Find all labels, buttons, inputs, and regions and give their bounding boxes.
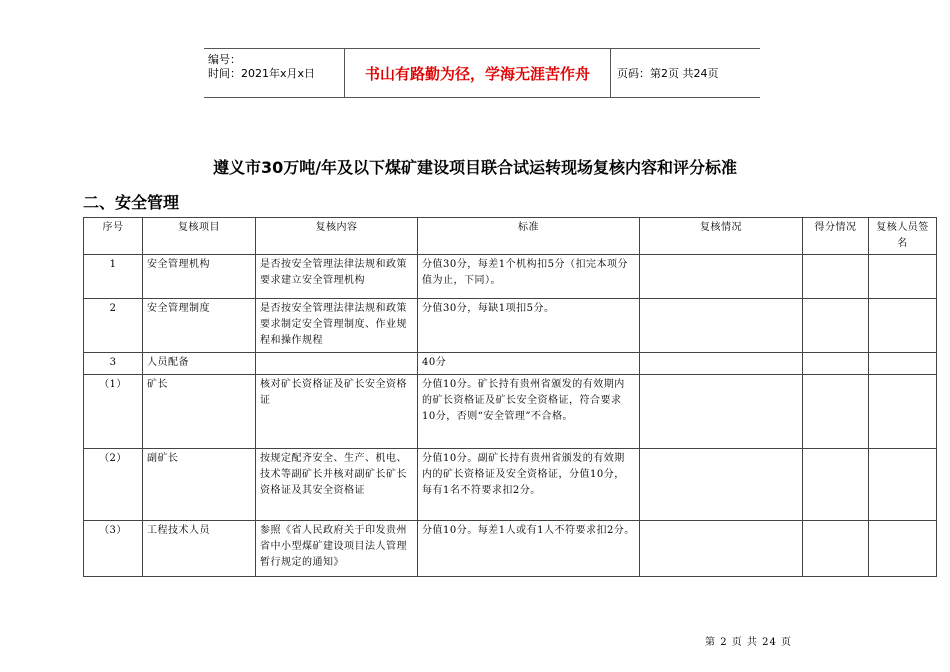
header-cell: 复核人员签名 (869, 218, 937, 255)
review-status-cell (640, 353, 803, 375)
table-header-row (84, 218, 937, 255)
review-status-cell (640, 255, 803, 299)
row-standard: 40分 (418, 353, 640, 375)
header-page-label: 页码：第2页 共24页 (617, 67, 719, 80)
section-heading: 二、安全管理 (83, 193, 180, 212)
row-content: 核对矿长资格证及矿长安全资格证 (256, 375, 418, 449)
signature-cell (869, 521, 937, 577)
row-standard: 分值30分，每差1个机构扣5分（扣完本项分值为止，下同）。 (418, 255, 640, 299)
review-status-cell (640, 299, 803, 353)
row-number: （1） (84, 375, 143, 449)
table-row (84, 449, 937, 521)
time-label: 时间：2021年x月x日 (208, 67, 316, 80)
signature-cell (869, 449, 937, 521)
review-status-cell (640, 449, 803, 521)
row-item: 矿长 (143, 375, 256, 449)
page-footer: 第 2 页 共 24 页 (705, 637, 792, 648)
header-meta (204, 49, 345, 97)
signature-cell (869, 255, 937, 299)
table-row (84, 255, 937, 299)
row-content: 是否按安全管理法律法规和政策要求建立安全管理机构 (256, 255, 418, 299)
header-motto: 书山有路勤为径，学海无涯苦作舟 (345, 49, 611, 97)
row-item: 副矿长 (143, 449, 256, 521)
row-item: 安全管理机构 (143, 255, 256, 299)
row-item: 人员配备 (143, 353, 256, 375)
score-cell (803, 299, 869, 353)
document-title: 遵义市30万吨/年及以下煤矿建设项目联合试运转现场复核内容和评分标准 (212, 158, 738, 177)
review-status-cell (640, 521, 803, 577)
row-number: 3 (84, 353, 143, 375)
score-cell (803, 521, 869, 577)
row-standard: 分值10分。矿长持有贵州省颁发的有效期内的矿长资格证及矿长安全资格证，符合要求10分，否则“安全管理”不合格。 (418, 375, 640, 449)
header-cell: 标准 (418, 218, 640, 255)
signature-cell (869, 299, 937, 353)
table-row (84, 521, 937, 577)
row-content: 是否按安全管理法律法规和政策要求制定安全管理制度、作业规程和操作规程 (256, 299, 418, 353)
row-standard: 分值10分。副矿长持有贵州省颁发的有效期内的矿长资格证及安全资格证，分值10分，每有1名不符要求扣2分。 (418, 449, 640, 521)
row-number: 1 (84, 255, 143, 299)
table-row (84, 375, 937, 449)
row-item: 工程技术人员 (143, 521, 256, 577)
signature-cell (869, 375, 937, 449)
row-content: 参照《省人民政府关于印发贵州省中小型煤矿建设项目法人管理暂行规定的通知》 (256, 521, 418, 577)
row-content (256, 353, 418, 375)
score-cell (803, 449, 869, 521)
row-number: 2 (84, 299, 143, 353)
header-cell: 复核情况 (640, 218, 803, 255)
header-cell: 复核内容 (256, 218, 418, 255)
score-cell (803, 255, 869, 299)
row-content: 按规定配齐安全、生产、机电、技术等副矿长并核对副矿长矿长资格证及其安全资格证 (256, 449, 418, 521)
review-table (83, 217, 937, 577)
score-cell (803, 375, 869, 449)
row-number: （2） (84, 449, 143, 521)
signature-cell (869, 353, 937, 375)
table-row (84, 299, 937, 353)
header-cell: 得分情况 (803, 218, 869, 255)
row-standard: 分值30分，每缺1项扣5分。 (418, 299, 640, 353)
review-status-cell (640, 375, 803, 449)
header-cell: 序号 (84, 218, 143, 255)
row-item: 安全管理制度 (143, 299, 256, 353)
page-header (204, 48, 760, 98)
header-cell: 复核项目 (143, 218, 256, 255)
row-number: （3） (84, 521, 143, 577)
score-cell (803, 353, 869, 375)
number-label: 编号： (208, 53, 241, 66)
table-row (84, 353, 937, 375)
row-standard: 分值10分。每差1人或有1人不符要求扣2分。 (418, 521, 640, 577)
